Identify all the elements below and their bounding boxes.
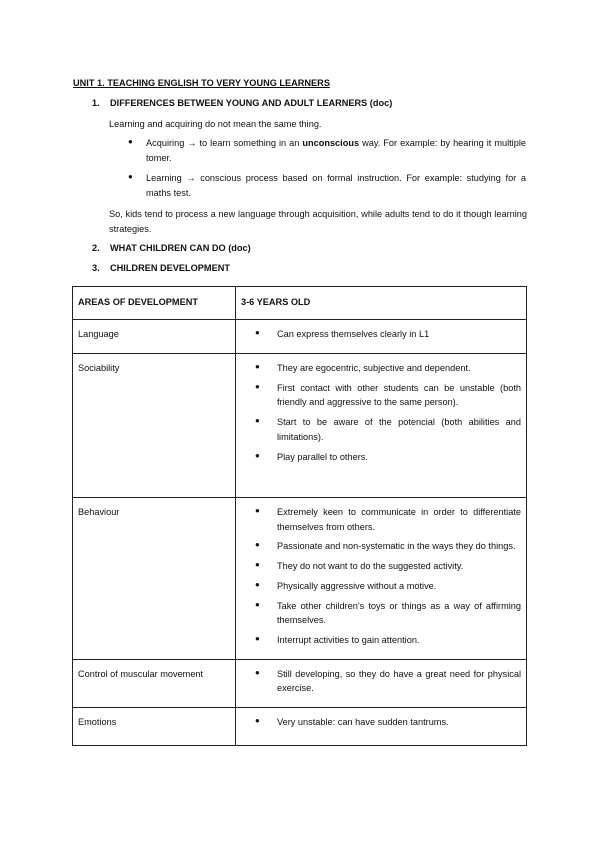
header-areas: AREAS OF DEVELOPMENT: [73, 287, 236, 320]
list-item: ● They do not want to do the suggested activity.: [255, 559, 521, 574]
table-row-behaviour: [73, 498, 527, 660]
table-header-row: [73, 287, 527, 320]
section-2-number: 2.: [92, 243, 100, 253]
list-item: ● Start to be aware of the potencial (both abilities and limitations).: [255, 415, 521, 444]
section-3-title: CHILDREN DEVELOPMENT: [110, 263, 230, 273]
list-item: ● Take other children's toys or things as a way of affirming themselves.: [255, 599, 521, 628]
development-table: [72, 286, 527, 746]
section-2-heading: [92, 241, 251, 256]
header-age: 3-6 YEARS OLD: [236, 287, 527, 320]
section-3-heading: [92, 261, 230, 276]
section-1-intro: Learning and acquiring do not mean the same thing.: [109, 119, 322, 129]
list-item: ● Interrupt activities to gain attention.: [255, 633, 521, 648]
section-1-conclusion: So, kids tend to process a new language through acquisition, while adults tend to do it though learning strategies.: [109, 209, 527, 234]
area-cell: Behaviour: [73, 498, 236, 660]
area-cell: Control of muscular movement: [73, 659, 236, 707]
bullet-acquiring-bold: unconscious: [302, 138, 360, 148]
table-row-sociability: [73, 354, 527, 498]
section-1-heading: [92, 96, 392, 111]
bullet-acquiring: [128, 136, 526, 165]
section-1-number: 1.: [92, 98, 100, 108]
unit-title: UNIT 1. TEACHING ENGLISH TO VERY YOUNG LEARNERS: [73, 78, 330, 88]
section-1-title: DIFFERENCES BETWEEN YOUNG AND ADULT LEARNERS (doc): [110, 98, 393, 108]
list-item: ● Passionate and non-systematic in the ways they do things.: [255, 539, 521, 554]
bullet-learning-text: Learning → conscious process based on formal instruction. For example: studying for a maths test.: [146, 173, 526, 198]
table-row-emotions: [73, 708, 527, 746]
list-item: ● They are egocentric, subjective and dependent.: [255, 361, 521, 376]
area-cell: Language: [73, 320, 236, 354]
bullet-acquiring-text: Acquiring → to learn something in an: [146, 138, 303, 148]
list-item: ● Still developing, so they do have a great need for physical exercise.: [255, 667, 521, 696]
table-row-language: [73, 320, 527, 354]
section-3-number: 3.: [92, 263, 100, 273]
area-cell: Emotions: [73, 708, 236, 746]
bullet-learning: [128, 171, 526, 200]
bullet-acquiring-text-end: way. For example: by hearing it multiple tomer.: [146, 138, 526, 163]
section-2-title: WHAT CHILDREN CAN DO (doc): [110, 243, 251, 253]
bullet-dot: ●: [128, 172, 133, 181]
area-cell: Sociability: [73, 354, 236, 498]
list-item: ● Play parallel to others.: [255, 450, 521, 465]
list-item: ● Extremely keen to communicate in order to differentiate themselves from others.: [255, 505, 521, 534]
list-item: ● Physically aggressive without a motive.: [255, 579, 521, 594]
bullet-dot: ●: [128, 137, 133, 146]
list-item: ● Can express themselves clearly in L1: [255, 327, 521, 342]
list-item: ● Very unstable: can have sudden tantrums.: [255, 715, 521, 730]
table-row-muscular: [73, 659, 527, 707]
list-item: ● First contact with other students can be unstable (both friendly and aggressive to the same person).: [255, 381, 521, 410]
